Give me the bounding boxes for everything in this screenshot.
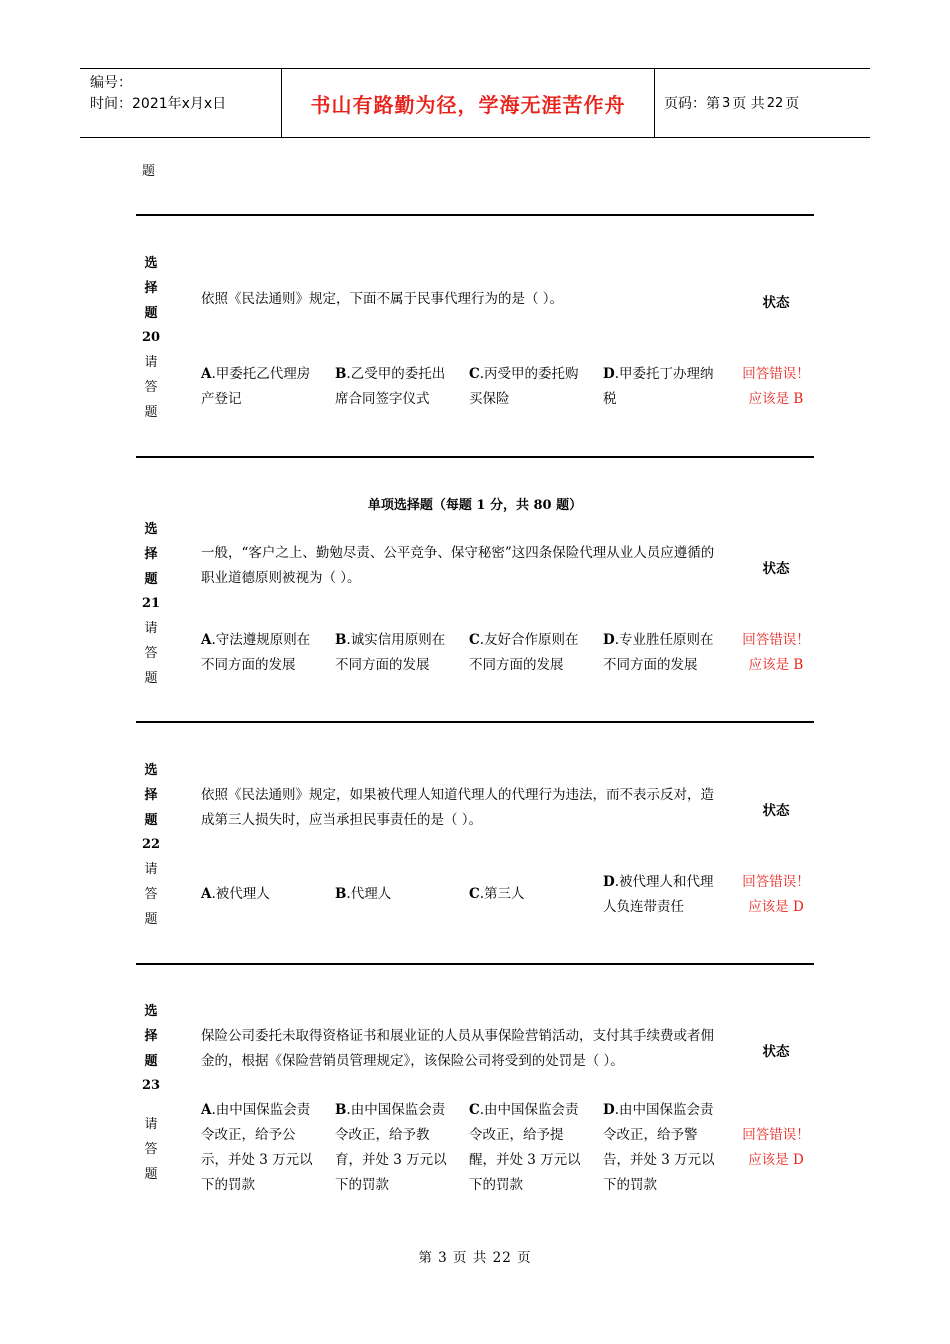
header-motto: 书山有路勤为径，学海无涯苦作舟 <box>310 92 626 117</box>
label-char: 选 <box>144 256 158 271</box>
option-text: .守法遵规原则在不同方面的发展 <box>201 632 311 673</box>
option-b[interactable] <box>335 1098 455 1198</box>
option-text: .专业胜任原则在不同方面的发展 <box>603 632 714 673</box>
label-char: 择 <box>144 787 158 803</box>
label-char: 题 <box>144 812 158 828</box>
option-c[interactable] <box>469 1098 589 1198</box>
status-label: 状态 <box>762 803 790 819</box>
option-d[interactable] <box>603 362 723 412</box>
question-number: 20 <box>141 330 161 346</box>
option-text: .甲委托丁办理纳税 <box>603 366 714 407</box>
option-text: .乙受甲的委托出席合同签字仪式 <box>335 366 446 407</box>
document-number-label: 编号： <box>90 75 132 91</box>
page-mid: 页 共 <box>732 96 765 112</box>
option-text: .友好合作原则在不同方面的发展 <box>469 632 579 673</box>
option-text: .第三人 <box>479 886 525 902</box>
page-header <box>80 68 870 138</box>
option-d[interactable] <box>603 1098 723 1198</box>
option-key: B <box>335 632 347 648</box>
option-key: A <box>201 1102 212 1118</box>
page-prefix: 页码：第 <box>664 96 720 112</box>
question-divider <box>136 214 814 216</box>
option-b[interactable] <box>335 882 455 907</box>
label-char: 择 <box>144 546 158 562</box>
label-char: 题 <box>144 404 158 420</box>
option-key: C <box>469 366 480 382</box>
label-char: 题 <box>144 670 158 686</box>
option-key: C <box>469 886 480 902</box>
section-title: 单项选择题（每题 1 分，共 80 题） <box>367 498 583 513</box>
label-char: 择 <box>144 1028 158 1044</box>
question-text: 一般，“客户之上、勤勉尽责、公平竞争、保守秘密”这四条保险代理从业人员应遵循的职业道德原则被视为（ ）。 <box>201 545 715 586</box>
option-c[interactable] <box>469 882 589 907</box>
option-key: B <box>335 886 347 902</box>
label-char: 选 <box>144 763 158 778</box>
option-text: .由中国保监会责令改正，给予警告，并处 3 万元以下的罚款 <box>603 1102 715 1193</box>
option-key: D <box>603 632 615 648</box>
header-meta <box>90 73 285 115</box>
answer-result <box>736 870 816 920</box>
previous-question-tail: 题 <box>142 164 156 179</box>
label-char: 答 <box>144 1141 158 1157</box>
label-char: 答 <box>144 645 158 661</box>
option-key: C <box>469 632 480 648</box>
correct-answer: 应该是 B <box>748 391 804 407</box>
result-status: 回答错误！ <box>742 366 810 382</box>
option-c[interactable] <box>469 628 589 678</box>
option-key: A <box>201 366 212 382</box>
question-text: 依照《民法通则》规定，下面不属于民事代理行为的是（ ）。 <box>201 291 564 307</box>
document-date: 时间：2021年x月x日 <box>90 96 227 112</box>
option-text: .由中国保监会责令改正，给予公示，并处 3 万元以下的罚款 <box>201 1102 313 1193</box>
option-a[interactable] <box>201 362 321 412</box>
label-char: 择 <box>144 280 158 296</box>
label-char: 请 <box>144 355 158 371</box>
label-char: 请 <box>144 1117 158 1133</box>
question-divider <box>136 456 814 458</box>
header-page-info <box>664 69 864 137</box>
option-text: .丙受甲的委托购买保险 <box>469 366 579 407</box>
option-key: A <box>201 886 212 902</box>
label-char: 请 <box>144 621 158 637</box>
question-text: 依照《民法通则》规定，如果被代理人知道代理人的代理行为违法，而不表示反对，造成第三人损失时，应当承担民事责任的是（ ）。 <box>201 787 714 828</box>
page-suffix: 页 <box>785 96 800 112</box>
option-b[interactable] <box>335 362 455 412</box>
option-text: .由中国保监会责令改正，给予提醒，并处 3 万元以下的罚款 <box>469 1102 581 1193</box>
label-char: 题 <box>144 305 158 321</box>
correct-answer: 应该是 B <box>748 657 804 673</box>
page-footer: 第 3 页 共 22 页 <box>418 1250 532 1266</box>
result-status: 回答错误！ <box>742 874 810 890</box>
answer-result <box>736 1123 816 1173</box>
question-divider <box>136 963 814 965</box>
question-number: 21 <box>141 596 161 612</box>
option-text: .被代理人和代理人负连带责任 <box>603 874 714 915</box>
status-label: 状态 <box>762 561 790 577</box>
page-total: 22 <box>766 95 784 111</box>
question-divider <box>136 721 814 723</box>
option-key: D <box>603 366 615 382</box>
option-text: .被代理人 <box>211 886 270 902</box>
option-text: .由中国保监会责令改正，给予教育，并处 3 万元以下的罚款 <box>335 1102 447 1193</box>
status-label: 状态 <box>762 295 790 311</box>
page-current: 3 <box>722 95 731 111</box>
question-label <box>136 518 166 692</box>
header-divider <box>654 69 655 137</box>
option-key: C <box>469 1102 480 1118</box>
label-char: 答 <box>144 886 158 902</box>
option-key: B <box>335 1102 347 1118</box>
label-char: 选 <box>144 1004 158 1019</box>
option-c[interactable] <box>469 362 589 412</box>
correct-answer: 应该是 D <box>748 899 804 915</box>
question-number: 22 <box>141 837 161 853</box>
label-char: 题 <box>144 1166 158 1182</box>
correct-answer: 应该是 D <box>748 1152 804 1168</box>
label-char: 请 <box>144 862 158 878</box>
option-key: D <box>603 1102 615 1118</box>
option-key: A <box>201 632 212 648</box>
option-a[interactable] <box>201 1098 321 1198</box>
option-text: .代理人 <box>346 886 392 902</box>
question-text: 保险公司委托未取得资格证书和展业证的人员从事保险营销活动，支付其手续费或者佣金的，根据《保险营销员管理规定》，该保险公司将受到的处罚是（ ）。 <box>201 1028 714 1069</box>
question-number: 23 <box>141 1078 161 1094</box>
option-key: B <box>335 366 347 382</box>
option-text: .诚实信用原则在不同方面的发展 <box>335 632 446 673</box>
label-char: 答 <box>144 379 158 395</box>
option-key: D <box>603 874 615 890</box>
option-d[interactable] <box>603 870 723 920</box>
option-a[interactable] <box>201 628 321 678</box>
label-char: 题 <box>144 911 158 927</box>
answer-result <box>736 362 816 412</box>
answer-result <box>736 628 816 678</box>
result-status: 回答错误！ <box>742 1127 810 1143</box>
result-status: 回答错误！ <box>742 632 810 648</box>
question-label <box>136 1000 166 1188</box>
option-a[interactable] <box>201 882 321 907</box>
option-d[interactable] <box>603 628 723 678</box>
status-label: 状态 <box>762 1044 790 1060</box>
label-char: 选 <box>144 522 158 537</box>
option-b[interactable] <box>335 628 455 678</box>
label-char: 题 <box>144 571 158 587</box>
question-label <box>136 759 166 933</box>
option-text: .甲委托乙代理房产登记 <box>201 366 311 407</box>
question-label <box>136 252 166 426</box>
label-char: 题 <box>144 1053 158 1069</box>
